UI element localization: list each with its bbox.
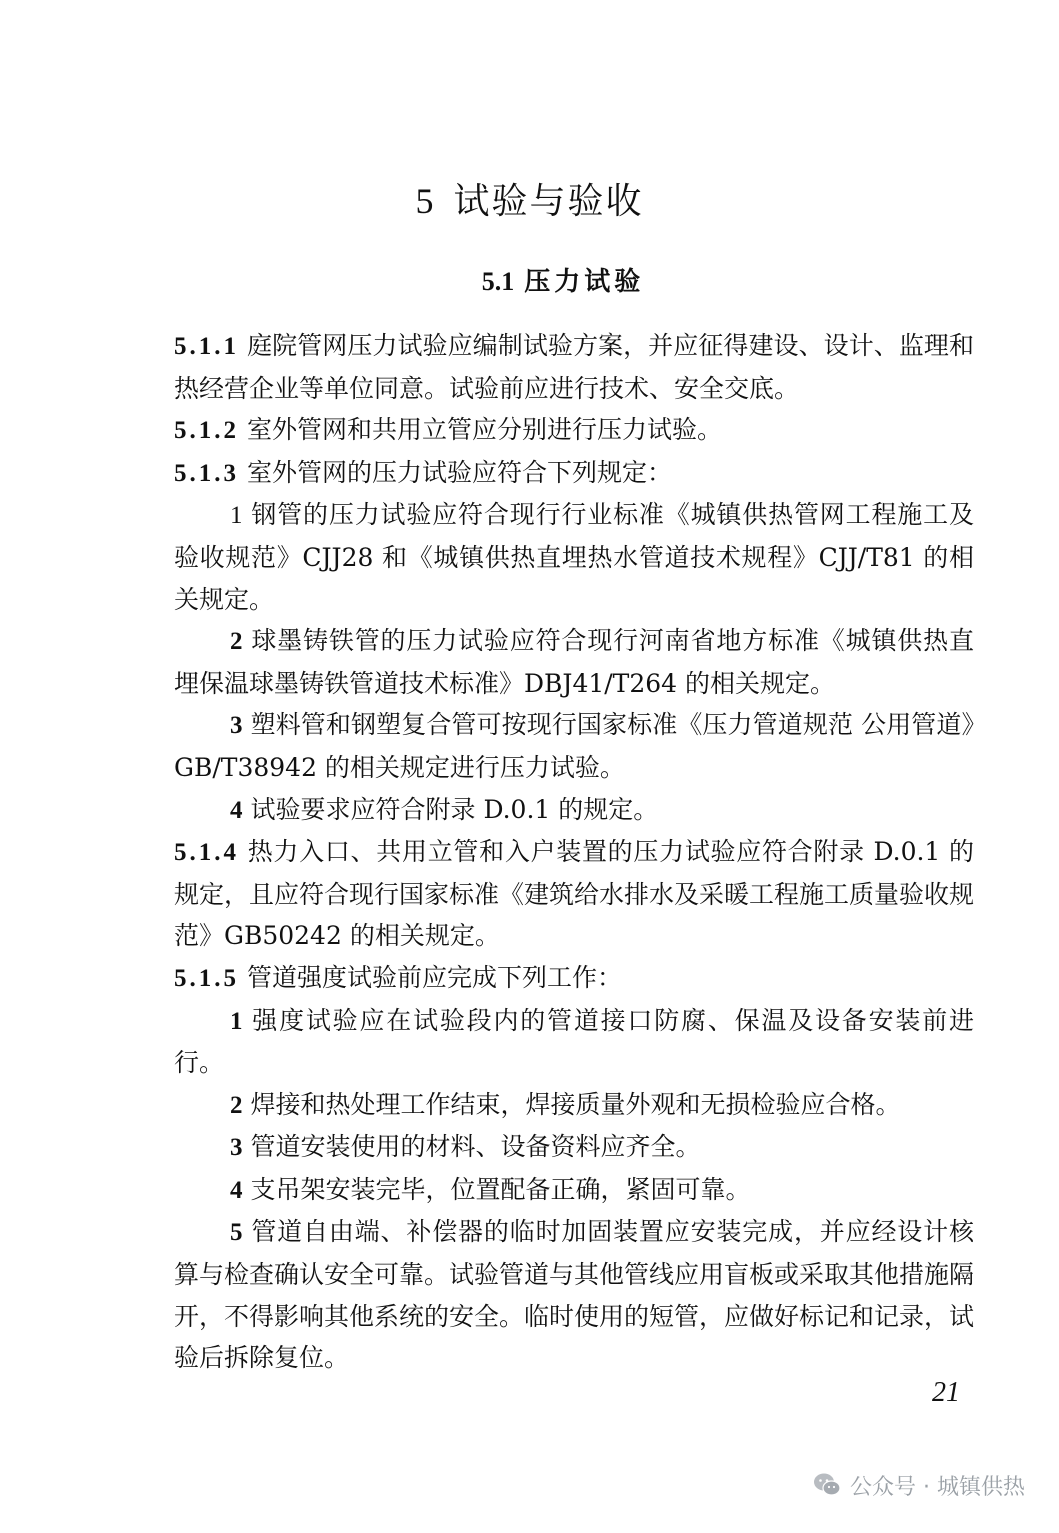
chapter-title-text: 试验与验收 [453,181,644,222]
clause-number: 5.1.4 [174,839,239,867]
section-title-text: 压力试验 [524,267,645,297]
clause-5-1-1 [174,325,974,409]
item-text: 塑料管和钢塑复合管可按现行国家标准《压力管道规范 公用管道》GB/T38942 的相关规定进行压力试验。 [174,710,974,782]
clause-number: 5.1.2 [174,417,239,445]
item-text: 支吊架安装完毕，位置配备正确，紧固可靠。 [250,1174,751,1204]
clause-text: 室外管网的压力试验应符合下列规定： [247,457,673,487]
list-item [174,1084,974,1127]
list-item [174,1169,974,1212]
clause-5-1-5 [174,957,974,1000]
chapter-number: 5 [415,181,436,221]
clause-5-1-4 [174,831,974,957]
wechat-icon [812,1471,842,1499]
section-number: 5.1 [481,267,515,296]
item-text: 钢管的压力试验应符合现行行业标准《城镇供热管网工程施工及验收规范》CJJ28 和《城镇供热直埋热水管道技术规程》CJJ/T81 的相关规定。 [174,500,974,614]
chapter-title [0,176,1059,227]
section-title [0,262,1059,302]
item-number: 5 [230,1219,243,1247]
clause-text: 热力入口、共用立管和入户装置的压力试验应符合附录 D.0.1 的规定，且应符合现行国家标准《建筑给水排水及采暖工程施工质量验收规范》GB50242 的相关规定。 [174,837,975,951]
list-item [174,789,974,832]
clause-text: 管道强度试验前应完成下列工作： [247,962,623,992]
item-number: 3 [230,1134,243,1162]
item-text: 管道自由端、补偿器的临时加固装置应安装完成，并应经设计核算与检查确认安全可靠。试验管道与其他管线应用盲板或采取其他措施隔开，不得影响其他系统的安全。临时使用的短管，应做好标记和记录，试验后拆除复位。 [174,1217,975,1373]
watermark [812,1470,1025,1500]
item-number: 4 [230,1176,243,1204]
item-text: 焊接和热处理工作结束，焊接质量外观和无损检验应合格。 [250,1089,901,1119]
watermark-text: 公众号 · 城镇供热 [850,1474,1025,1500]
item-text: 球墨铸铁管的压力试验应符合现行河南省地方标准《城镇供热直埋保温球墨铸铁管道技术标准》DBJ41/T264 的相关规定。 [174,626,974,698]
item-number: 1 [230,502,243,530]
clause-number: 5.1.3 [174,459,239,487]
item-number: 3 [230,712,243,740]
item-number: 2 [230,628,243,656]
clause-text: 庭院管网压力试验应编制试验方案，并应征得建设、设计、监理和热经营企业等单位同意。试验前应进行技术、安全交底。 [174,331,974,403]
list-item [174,1000,974,1084]
item-text: 试验要求应符合附录 D.0.1 的规定。 [250,794,659,824]
list-item [174,1211,974,1378]
clause-text: 室外管网和共用立管应分别进行压力试验。 [247,415,723,445]
clause-number: 5.1.5 [174,964,239,992]
clause-number: 5.1.1 [174,333,239,360]
body-text [174,325,974,1379]
page-number: 21 [932,1377,960,1408]
clause-5-1-3 [174,452,974,495]
item-number: 1 [230,1007,243,1035]
item-text: 管道安装使用的材料、设备资料应齐全。 [250,1132,701,1162]
list-item [174,620,974,704]
item-number: 2 [230,1091,243,1119]
list-item [174,494,974,620]
item-text: 强度试验应在试验段内的管道接口防腐、保温及设备安装前进行。 [174,1005,974,1078]
item-number: 4 [230,796,243,824]
list-item [174,1126,974,1169]
list-item [174,704,974,788]
clause-5-1-2 [174,409,974,452]
